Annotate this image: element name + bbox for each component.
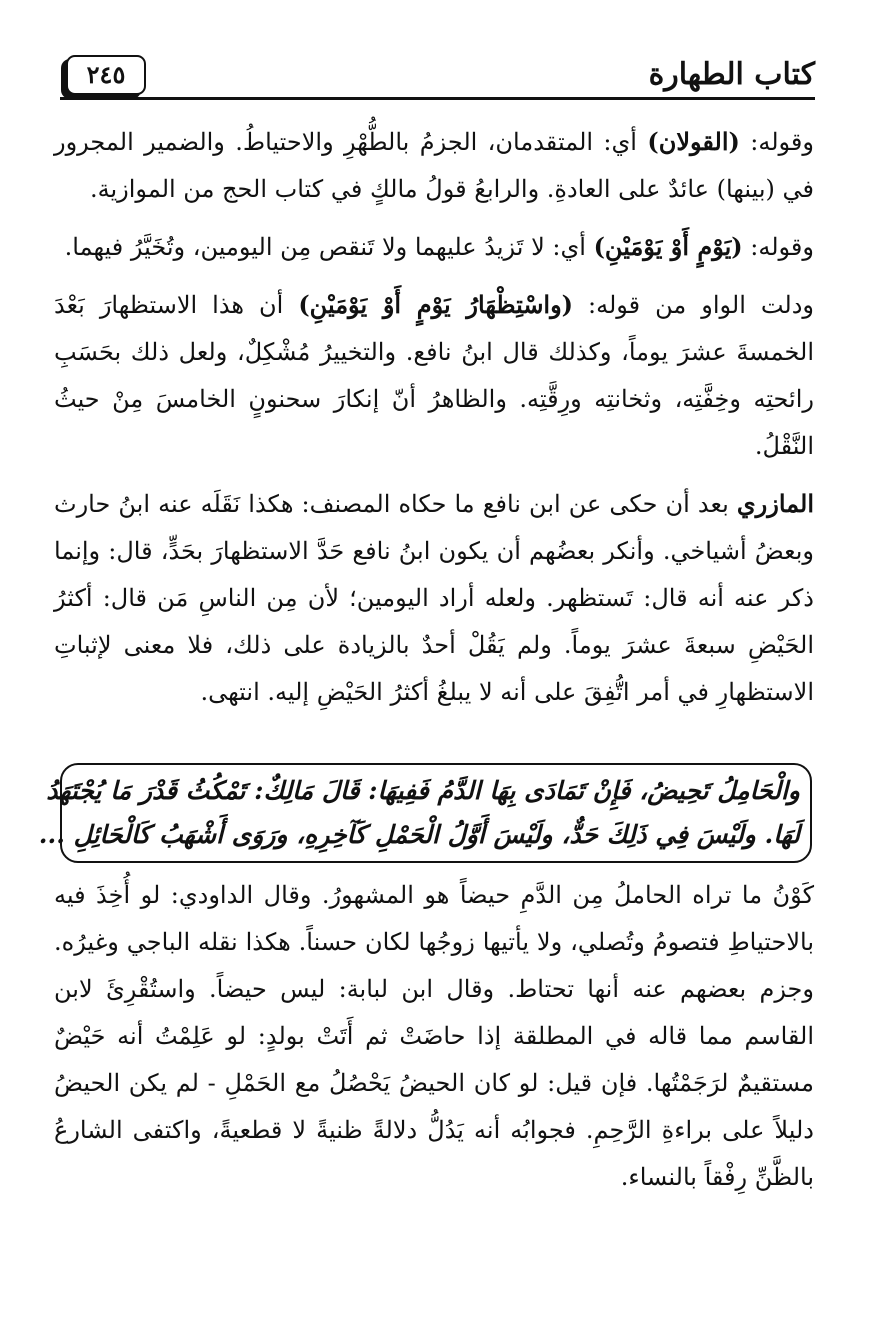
header-rule: [60, 97, 815, 100]
paragraph-yawm: [54, 223, 814, 271]
paragraph-mazari: [54, 480, 814, 716]
paragraph-qawlan: [54, 118, 814, 213]
scholar-name: المازري: [736, 489, 814, 518]
quoted-term: (القولان): [647, 127, 740, 156]
commentary-section-1: [54, 118, 814, 716]
page-header: [60, 55, 815, 99]
paragraph-lead: وقوله:: [742, 233, 814, 261]
matn-line-1: والْحَامِلُ تَحِيضُ، فَإِنْ تَمَادَى بِهَا الدَّمُ فَفِيهَا: قَالَ مَالِكٌ: تَمْكُثُ قَدْرَ مَا يُجْتَهَدُ: [46, 776, 800, 805]
paragraph-text: أي: المتقدمان، الجزمُ بالطُّهْرِ والاحتياطُ. والضمير المجرور في (بينها) عائدٌ على العادةِ. والرابعُ قولُ مالكٍ في كتاب الحج من الموازية.: [54, 128, 814, 203]
paragraph-text: أن هذا الاستظهارَ بَعْدَ الخمسةَ عشرَ يوماً، وكذلك قال ابنُ نافع. والتخييرُ مُشْكِلٌ، ولعل ذلك بحَسَبِ رائحتِه وخِفَّتِه، وثخانتِه ورِقَّتِه. والظاهرُ أنّ إنكارَ سحنونٍ الخامسَ مِنْ حيثُ النَّقْلُ.: [54, 291, 814, 460]
book-title: كتاب الطهارة: [648, 57, 815, 92]
paragraph-lead: وقوله:: [739, 128, 814, 156]
paragraph-text: كَوْنُ ما تراه الحاملُ مِن الدَّمِ حيضاً هو المشهورُ. وقال الداودي: لو أُخِذَ فيه بالاحتياطِ فتصومُ وتُصلي، ولا يأتيها زوجُها لكان حسناً. هكذا نقله الباجي وغيرُه. وجزم بعضهم عنه أنها تحتاط. وقال ابن لبابة: ليس حيضاً. واستُقْرِئَ لابن القاسم مما قاله في المطلقة إذا حاضَتْ ثم أَتَتْ بولدٍ: لو عَلِمْتُ أنه حَيْضٌ مستقيمٌ لرَجَمْتُها. فإن قيل: لو كان الحيضُ يَحْصُلُ مع الحَمْلِ - لم يكن الحيضُ دليلاً على براءةِ الرَّحِمِ. فجوابُه أنه يَدُلُّ دلالةً ظنيةً لا قطعيةً، واكتفى الشارعُ بالظَّنِّ رِفْقاً بالنساء.: [54, 881, 814, 1191]
page-number: ٢٤٥: [66, 55, 146, 95]
paragraph-text: بعد أن حكى عن ابن نافع ما حكاه المصنف: هكذا نَقَلَه عنه ابنُ حارث وبعضُ أشياخي. وأنكر بعضُهم أن يكون ابنُ نافع حَدَّ الاستظهارَ بحَدٍّ، قال: وإنما ذكر عنه أنه قال: تَستظهر. ولعله أراد اليومين؛ لأن مِن الناسِ مَن قال: أكثرُ الحَيْضِ سبعةَ عشرَ يوماً. ولم يَقُلْ أحدٌ بالزيادة على ذلك، فلا معنى لإثباتِ الاستظهارِ في أمر اتُّفِقَ على أنه لا يبلغُ أكثرُ الحَيْضِ إليه. انتهى.: [54, 490, 814, 706]
paragraph-lead: ودلت الواو من قوله:: [573, 291, 814, 319]
paragraph-text: أي: لا تَزيدُ عليهما ولا تَنقص مِن اليومين، وتُخَيَّرُ فيهما.: [64, 233, 594, 261]
matn-box: [38, 763, 812, 863]
paragraph-hamil: [54, 872, 814, 1201]
matn-line-2: لَهَا. ولَيْسَ فِي ذَلِكَ حَدٌّ، ولَيْسَ أَوَّلُ الْحَمْلِ كَآخِرِهِ، ورَوَى أَشْهَبُ كَالْحَائِلِ ...: [38, 820, 800, 849]
quoted-term: (واسْتِظْهَارُ يَوْمٍ أَوْ يَوْمَيْنِ): [298, 290, 574, 319]
paragraph-istizhar: [54, 281, 814, 470]
quoted-term: (يَوْمٍ أَوْ يَوْمَيْنِ): [593, 232, 743, 261]
commentary-section-2: [54, 872, 814, 1201]
